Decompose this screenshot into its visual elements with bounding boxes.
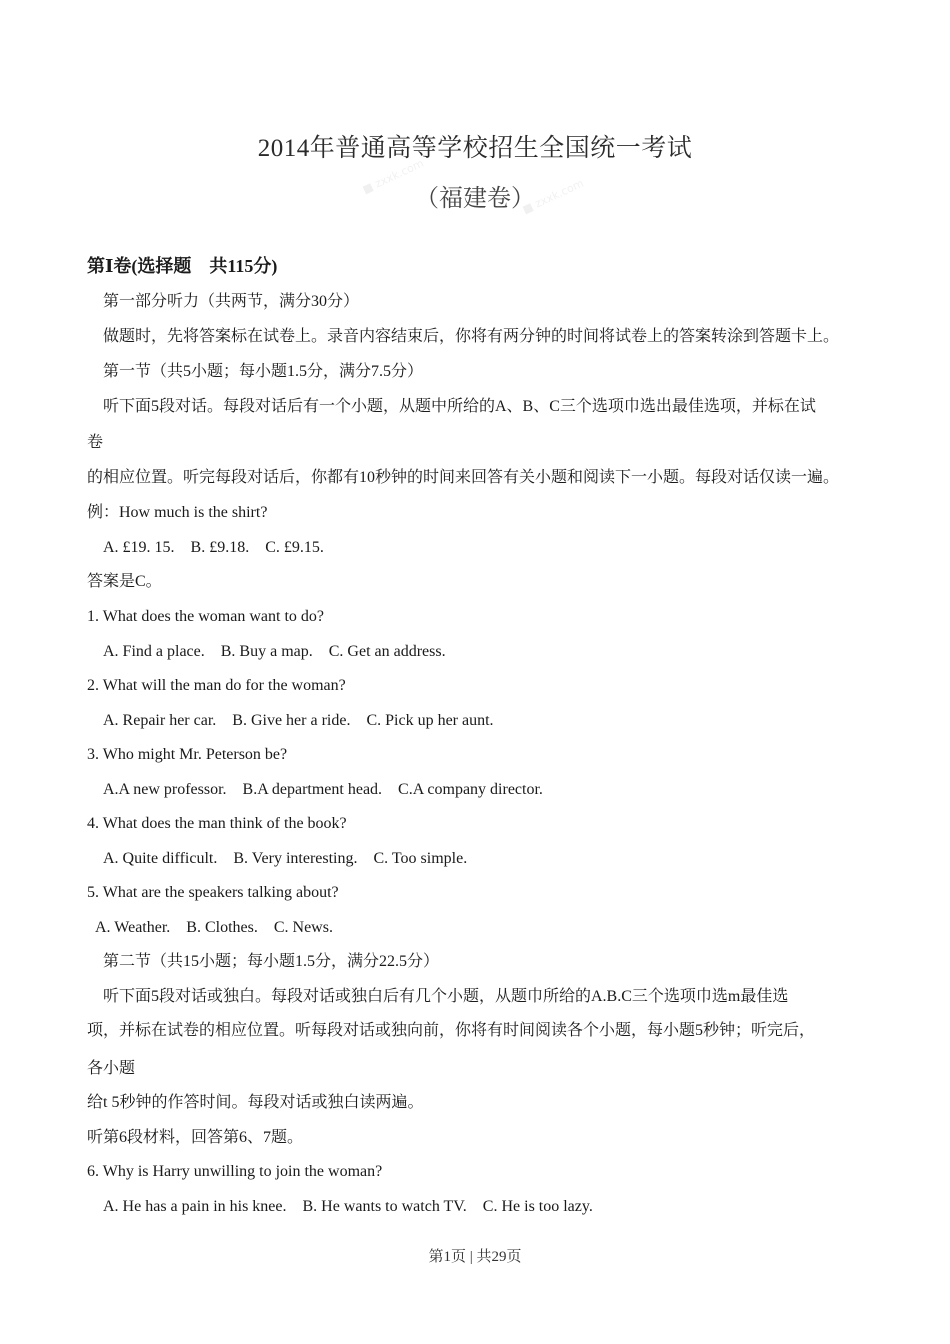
text-line: A.A new professor. B.A department head. C.A company director.: [103, 781, 543, 798]
text-line: 听下面5段对话。每段对话后有一个小题，从题中所给的A、B、C三个选项巾选出最佳选项，并标在试: [103, 398, 816, 415]
document-title: 2014年普通高等学校招生全国统一考试: [257, 135, 693, 162]
text-line: 例：How much is the shirt?: [87, 504, 268, 521]
text-line: 3. Who might Mr. Peterson be?: [87, 746, 288, 763]
watermark: ■ zxxk.com: [520, 176, 586, 217]
watermark: ■ zxxk.com: [360, 156, 426, 197]
text-line: 第二节（共15小题；每小题1.5分，满分22.5分）: [103, 953, 440, 970]
page-indicator: 第1页 | 共29页: [428, 1249, 522, 1265]
text-line: A. Find a place. B. Buy a map. C. Get an address.: [103, 643, 446, 660]
text-line: 听下面5段对话或独白。每段对话或独白后有几个小题，从题巾所给的A.B.C三个选项巾选m最佳选: [103, 988, 789, 1005]
text-line: 卷: [87, 434, 104, 451]
text-line: A. Weather. B. Clothes. C. News.: [95, 919, 333, 936]
text-line: 项，并标在试卷的相应位置。听每段对话或独向前，你将有时间阅读各个小题，每小题5秒钟；听完后，: [87, 1022, 816, 1039]
text-line: A. £19. 15. B. £9.18. C. £9.15.: [103, 539, 324, 556]
text-line: 各小题: [87, 1060, 136, 1077]
text-line: 做题时，先将答案标在试卷上。录音内容结束后，你将有两分钟的时间将试卷上的答案转涂到答题卡上。: [103, 328, 840, 345]
section-heading: 第Ⅰ卷(选择题 共115分): [87, 256, 278, 276]
text-line: 5. What are the speakers talking about?: [87, 884, 339, 901]
text-line: 6. Why is Harry unwilling to join the woman?: [87, 1163, 383, 1180]
text-line: 答案是C。: [87, 573, 162, 590]
text-line: 4. What does the man think of the book?: [87, 815, 347, 832]
text-line: 给t 5秒钟的作答时间。每段对话或独白读两遍。: [87, 1094, 424, 1111]
text-line: A. Quite difficult. B. Very interesting. C. Too simple.: [103, 850, 468, 867]
text-line: 2. What will the man do for the woman?: [87, 677, 346, 694]
text-line: A. He has a pain in his knee. B. He wants to watch TV. C. He is too lazy.: [103, 1198, 593, 1215]
text-line: 第一节（共5小题；每小题1.5分，满分7.5分）: [103, 363, 424, 380]
text-line: 的相应位置。听完每段对话后，你都有10秒钟的时间来回答有关小题和阅读下一小题。每段对话仅读一遍。: [87, 469, 840, 486]
text-line: 1. What does the woman want to do?: [87, 608, 324, 625]
text-line: 听第6段材料，回答第6、7题。: [87, 1129, 304, 1146]
document-subtitle: （福建卷）: [415, 186, 535, 212]
text-line: A. Repair her car. B. Give her a ride. C. Pick up her aunt.: [103, 712, 494, 729]
text-line: 第一部分听力（共两节，满分30分）: [103, 293, 360, 310]
